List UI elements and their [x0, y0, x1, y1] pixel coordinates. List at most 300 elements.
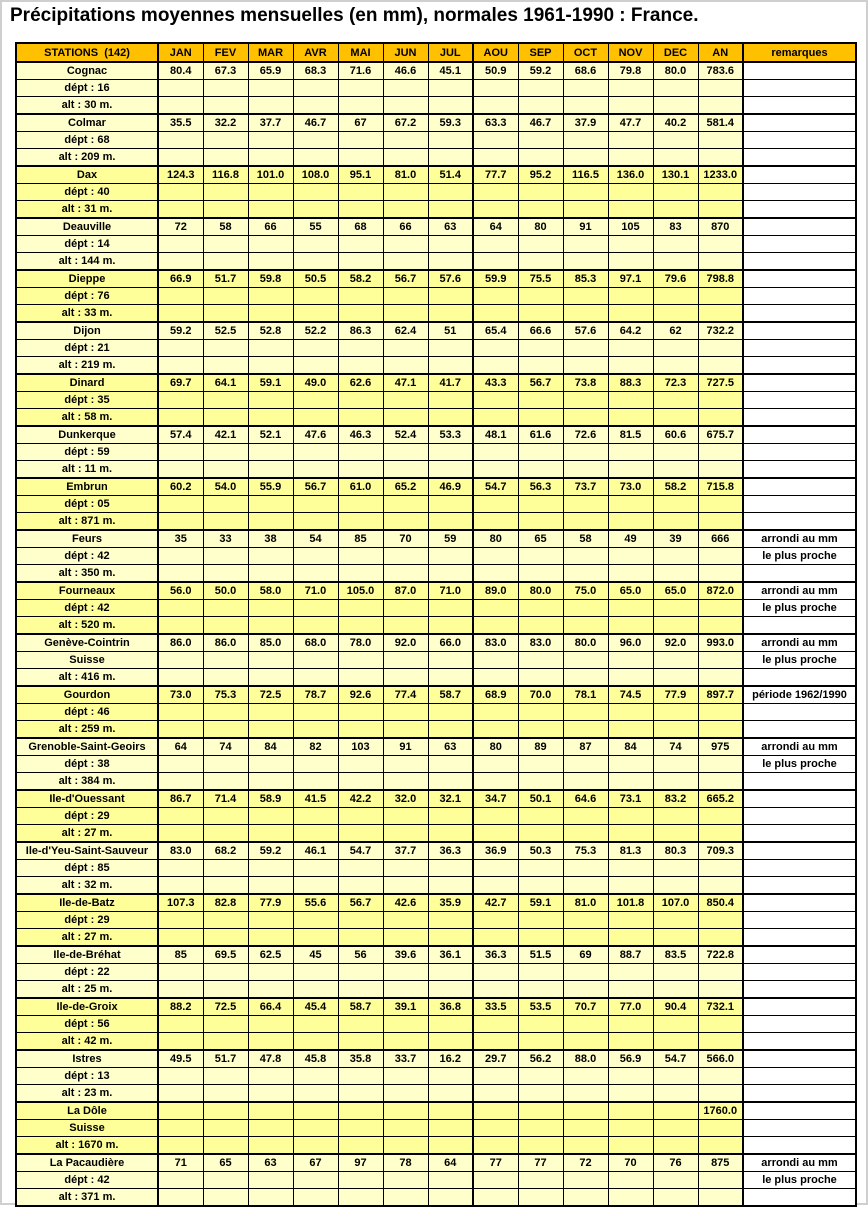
month-empty-cell	[428, 1068, 473, 1085]
month-value-cell: 68.3	[293, 62, 338, 80]
annual-total-cell: 675.7	[698, 426, 743, 444]
month-empty-cell	[518, 877, 563, 895]
month-empty-cell	[428, 340, 473, 357]
remark-cell	[743, 912, 856, 929]
month-value-cell: 108.0	[293, 166, 338, 184]
station-dept-row	[16, 1016, 856, 1033]
month-value-cell: 81.0	[383, 166, 428, 184]
month-value-cell	[338, 1102, 383, 1120]
month-empty-cell	[158, 392, 203, 409]
station-dept-row	[16, 808, 856, 825]
month-empty-cell	[473, 1016, 518, 1033]
month-empty-cell	[248, 97, 293, 115]
month-value-cell: 79.8	[608, 62, 653, 80]
station-alt-cell: alt : 350 m.	[16, 565, 158, 583]
month-value-cell: 80.3	[653, 842, 698, 860]
month-value-cell: 56.7	[383, 270, 428, 288]
month-empty-cell	[518, 548, 563, 565]
month-value-cell: 50.9	[473, 62, 518, 80]
month-empty-cell	[158, 929, 203, 947]
column-header-jan: JAN	[158, 43, 203, 62]
month-empty-cell	[158, 721, 203, 739]
month-empty-cell	[473, 617, 518, 635]
month-empty-cell	[653, 340, 698, 357]
month-empty-cell	[608, 808, 653, 825]
month-value-cell: 107.0	[653, 894, 698, 912]
month-empty-cell	[383, 929, 428, 947]
month-empty-cell	[473, 340, 518, 357]
station-alt-cell: alt : 371 m.	[16, 1189, 158, 1207]
month-empty-cell	[653, 201, 698, 219]
month-empty-cell	[608, 201, 653, 219]
month-value-cell: 68.0	[293, 634, 338, 652]
month-empty-cell	[158, 513, 203, 531]
month-empty-cell	[518, 409, 563, 427]
month-empty-cell	[428, 132, 473, 149]
column-header-jul: JUL	[428, 43, 473, 62]
month-value-cell: 86.0	[158, 634, 203, 652]
month-empty-cell	[563, 704, 608, 721]
month-empty-cell	[158, 617, 203, 635]
annual-empty-cell	[698, 1068, 743, 1085]
remark-cell	[743, 496, 856, 513]
station-dept-cell: dépt : 29	[16, 912, 158, 929]
station-dept-row	[16, 652, 856, 669]
month-empty-cell	[158, 825, 203, 843]
month-value-cell: 85.0	[248, 634, 293, 652]
month-value-cell: 49.0	[293, 374, 338, 392]
month-empty-cell	[563, 340, 608, 357]
month-value-cell: 71.0	[428, 582, 473, 600]
month-value-cell: 78.7	[293, 686, 338, 704]
month-empty-cell	[563, 305, 608, 323]
month-empty-cell	[158, 357, 203, 375]
month-value-cell: 38	[248, 530, 293, 548]
station-dept-row	[16, 132, 856, 149]
month-value-cell: 47.6	[293, 426, 338, 444]
month-empty-cell	[518, 132, 563, 149]
month-empty-cell	[158, 1085, 203, 1103]
month-empty-cell	[383, 1068, 428, 1085]
month-empty-cell	[653, 565, 698, 583]
month-empty-cell	[518, 496, 563, 513]
month-value-cell: 45	[293, 946, 338, 964]
annual-total-cell: 783.6	[698, 62, 743, 80]
month-empty-cell	[158, 409, 203, 427]
month-empty-cell	[518, 1016, 563, 1033]
month-value-cell: 45.8	[293, 1050, 338, 1068]
station-row	[16, 62, 856, 80]
month-empty-cell	[428, 773, 473, 791]
station-alt-row	[16, 721, 856, 739]
month-value-cell: 39.1	[383, 998, 428, 1016]
month-value-cell: 75.0	[563, 582, 608, 600]
month-empty-cell	[203, 860, 248, 877]
month-empty-cell	[203, 981, 248, 999]
station-name-cell: Cognac	[16, 62, 158, 80]
annual-total-cell: 722.8	[698, 946, 743, 964]
station-alt-cell: alt : 32 m.	[16, 877, 158, 895]
month-value-cell: 67	[293, 1154, 338, 1172]
month-empty-cell	[653, 964, 698, 981]
month-value-cell: 61.6	[518, 426, 563, 444]
month-empty-cell	[248, 1120, 293, 1137]
month-empty-cell	[473, 149, 518, 167]
station-dept-row	[16, 184, 856, 201]
month-value-cell: 57.6	[428, 270, 473, 288]
month-empty-cell	[248, 236, 293, 253]
station-name-cell: Genève-Cointrin	[16, 634, 158, 652]
month-empty-cell	[158, 1120, 203, 1137]
month-value-cell: 95.2	[518, 166, 563, 184]
station-dept-cell: Suisse	[16, 1120, 158, 1137]
month-empty-cell	[608, 1085, 653, 1103]
month-value-cell: 64	[473, 218, 518, 236]
month-value-cell: 82	[293, 738, 338, 756]
month-empty-cell	[383, 652, 428, 669]
month-empty-cell	[248, 513, 293, 531]
month-value-cell: 55.9	[248, 478, 293, 496]
month-empty-cell	[518, 1033, 563, 1051]
month-empty-cell	[563, 496, 608, 513]
month-empty-cell	[608, 617, 653, 635]
month-value-cell: 72.6	[563, 426, 608, 444]
month-value-cell: 33.5	[473, 998, 518, 1016]
station-dept-cell: dépt : 56	[16, 1016, 158, 1033]
month-empty-cell	[203, 1189, 248, 1207]
month-empty-cell	[563, 1120, 608, 1137]
remark-cell	[743, 704, 856, 721]
month-empty-cell	[383, 1189, 428, 1207]
month-empty-cell	[608, 392, 653, 409]
month-empty-cell	[653, 617, 698, 635]
month-value-cell: 70	[383, 530, 428, 548]
remark-cell	[743, 669, 856, 687]
month-value-cell: 83.5	[653, 946, 698, 964]
remark-cell	[743, 565, 856, 583]
month-empty-cell	[608, 669, 653, 687]
station-alt-cell: alt : 520 m.	[16, 617, 158, 635]
annual-total-cell: 897.7	[698, 686, 743, 704]
month-empty-cell	[563, 513, 608, 531]
month-empty-cell	[473, 704, 518, 721]
annual-total-cell: 666	[698, 530, 743, 548]
month-value-cell	[653, 1102, 698, 1120]
month-empty-cell	[608, 1172, 653, 1189]
month-empty-cell	[203, 236, 248, 253]
month-empty-cell	[518, 1172, 563, 1189]
month-empty-cell	[293, 860, 338, 877]
month-empty-cell	[158, 253, 203, 271]
station-alt-cell: alt : 144 m.	[16, 253, 158, 271]
month-empty-cell	[653, 1068, 698, 1085]
month-value-cell: 73.8	[563, 374, 608, 392]
month-empty-cell	[338, 132, 383, 149]
month-value-cell: 70	[608, 1154, 653, 1172]
remark-cell	[743, 253, 856, 271]
month-empty-cell	[608, 97, 653, 115]
month-empty-cell	[248, 149, 293, 167]
annual-empty-cell	[698, 80, 743, 97]
station-name-cell: Fourneaux	[16, 582, 158, 600]
month-empty-cell	[563, 1016, 608, 1033]
month-empty-cell	[203, 1120, 248, 1137]
month-empty-cell	[248, 652, 293, 669]
month-empty-cell	[203, 825, 248, 843]
month-empty-cell	[608, 1189, 653, 1207]
station-name-cell: Gourdon	[16, 686, 158, 704]
month-empty-cell	[608, 496, 653, 513]
station-dept-cell: dépt : 59	[16, 444, 158, 461]
month-empty-cell	[563, 617, 608, 635]
month-empty-cell	[338, 97, 383, 115]
month-value-cell: 83.0	[158, 842, 203, 860]
month-value-cell: 54.7	[338, 842, 383, 860]
month-empty-cell	[563, 825, 608, 843]
month-empty-cell	[653, 444, 698, 461]
month-empty-cell	[248, 444, 293, 461]
station-dept-row	[16, 964, 856, 981]
annual-empty-cell	[698, 565, 743, 583]
month-value-cell: 83.0	[518, 634, 563, 652]
month-empty-cell	[203, 392, 248, 409]
month-value-cell: 91	[383, 738, 428, 756]
month-empty-cell	[293, 409, 338, 427]
month-empty-cell	[248, 548, 293, 565]
month-empty-cell	[203, 912, 248, 929]
month-empty-cell	[383, 97, 428, 115]
month-empty-cell	[293, 288, 338, 305]
month-empty-cell	[338, 149, 383, 167]
station-row	[16, 270, 856, 288]
station-row	[16, 1102, 856, 1120]
month-empty-cell	[158, 132, 203, 149]
month-value-cell	[293, 1102, 338, 1120]
month-empty-cell	[158, 97, 203, 115]
month-empty-cell	[203, 496, 248, 513]
annual-total-cell: 727.5	[698, 374, 743, 392]
month-empty-cell	[563, 669, 608, 687]
station-alt-row	[16, 97, 856, 115]
month-value-cell: 80.0	[563, 634, 608, 652]
month-value-cell: 56.9	[608, 1050, 653, 1068]
month-empty-cell	[293, 184, 338, 201]
month-empty-cell	[518, 912, 563, 929]
station-alt-row	[16, 409, 856, 427]
month-empty-cell	[473, 253, 518, 271]
remark-cell	[743, 773, 856, 791]
month-empty-cell	[473, 600, 518, 617]
month-empty-cell	[563, 149, 608, 167]
month-empty-cell	[293, 132, 338, 149]
month-value-cell: 52.8	[248, 322, 293, 340]
column-header-sep: SEP	[518, 43, 563, 62]
station-alt-row	[16, 149, 856, 167]
month-value-cell: 35.8	[338, 1050, 383, 1068]
month-value-cell: 73.7	[563, 478, 608, 496]
station-alt-row	[16, 1189, 856, 1207]
month-empty-cell	[293, 981, 338, 999]
month-empty-cell	[158, 1137, 203, 1155]
station-row	[16, 166, 856, 184]
station-name-cell: Dinard	[16, 374, 158, 392]
annual-total-cell: 872.0	[698, 582, 743, 600]
station-dept-cell: dépt : 85	[16, 860, 158, 877]
month-empty-cell	[383, 201, 428, 219]
annual-empty-cell	[698, 1016, 743, 1033]
month-value-cell: 37.7	[383, 842, 428, 860]
month-value-cell: 50.5	[293, 270, 338, 288]
station-name-cell: Colmar	[16, 114, 158, 132]
station-row	[16, 1050, 856, 1068]
month-empty-cell	[248, 617, 293, 635]
month-empty-cell	[653, 1120, 698, 1137]
month-empty-cell	[473, 461, 518, 479]
station-alt-cell: alt : 42 m.	[16, 1033, 158, 1051]
month-empty-cell	[203, 964, 248, 981]
month-empty-cell	[563, 236, 608, 253]
month-value-cell: 57.4	[158, 426, 203, 444]
remark-cell	[743, 149, 856, 167]
remark-cell: le plus proche	[743, 548, 856, 565]
month-empty-cell	[608, 721, 653, 739]
station-alt-row	[16, 461, 856, 479]
month-empty-cell	[248, 877, 293, 895]
month-empty-cell	[473, 392, 518, 409]
month-value-cell: 47.1	[383, 374, 428, 392]
month-empty-cell	[428, 409, 473, 427]
month-empty-cell	[383, 1033, 428, 1051]
station-alt-cell: alt : 384 m.	[16, 773, 158, 791]
remark-cell	[743, 114, 856, 132]
month-value-cell: 59.3	[428, 114, 473, 132]
station-row	[16, 790, 856, 808]
month-empty-cell	[428, 929, 473, 947]
month-empty-cell	[653, 860, 698, 877]
month-empty-cell	[293, 617, 338, 635]
month-empty-cell	[428, 496, 473, 513]
month-empty-cell	[608, 929, 653, 947]
month-value-cell: 86.3	[338, 322, 383, 340]
month-empty-cell	[428, 981, 473, 999]
month-value-cell: 77.7	[473, 166, 518, 184]
month-empty-cell	[608, 149, 653, 167]
month-value-cell: 62.6	[338, 374, 383, 392]
station-dept-cell: dépt : 38	[16, 756, 158, 773]
month-empty-cell	[653, 548, 698, 565]
month-empty-cell	[518, 929, 563, 947]
month-empty-cell	[203, 652, 248, 669]
month-value-cell: 71.6	[338, 62, 383, 80]
month-empty-cell	[383, 981, 428, 999]
remark-cell	[743, 270, 856, 288]
month-value-cell: 51.4	[428, 166, 473, 184]
remark-cell: période 1962/1990	[743, 686, 856, 704]
month-empty-cell	[518, 1137, 563, 1155]
column-header-mai: MAI	[338, 43, 383, 62]
month-empty-cell	[383, 1172, 428, 1189]
month-empty-cell	[518, 288, 563, 305]
station-alt-cell: alt : 416 m.	[16, 669, 158, 687]
month-value-cell	[428, 1102, 473, 1120]
month-empty-cell	[518, 1068, 563, 1085]
month-empty-cell	[338, 253, 383, 271]
remark-cell: arrondi au mm	[743, 582, 856, 600]
month-empty-cell	[608, 1016, 653, 1033]
column-header-avr: AVR	[293, 43, 338, 62]
month-empty-cell	[158, 184, 203, 201]
month-empty-cell	[248, 929, 293, 947]
month-empty-cell	[338, 860, 383, 877]
remark-cell	[743, 340, 856, 357]
month-empty-cell	[248, 565, 293, 583]
month-empty-cell	[428, 184, 473, 201]
month-empty-cell	[563, 1033, 608, 1051]
station-dept-row	[16, 288, 856, 305]
month-empty-cell	[158, 236, 203, 253]
remark-cell	[743, 513, 856, 531]
month-value-cell: 79.6	[653, 270, 698, 288]
station-alt-row	[16, 305, 856, 323]
station-dept-row	[16, 860, 856, 877]
month-empty-cell	[203, 565, 248, 583]
month-empty-cell	[563, 756, 608, 773]
month-value-cell: 56.2	[518, 1050, 563, 1068]
month-value-cell: 35	[158, 530, 203, 548]
month-value-cell: 58.0	[248, 582, 293, 600]
station-alt-cell: alt : 23 m.	[16, 1085, 158, 1103]
month-value-cell: 74	[653, 738, 698, 756]
station-name-cell: Dunkerque	[16, 426, 158, 444]
month-empty-cell	[248, 964, 293, 981]
month-value-cell: 52.4	[383, 426, 428, 444]
month-value-cell	[518, 1102, 563, 1120]
month-value-cell: 66	[383, 218, 428, 236]
remark-cell	[743, 617, 856, 635]
month-value-cell: 62.4	[383, 322, 428, 340]
month-value-cell: 45.1	[428, 62, 473, 80]
station-alt-cell: alt : 31 m.	[16, 201, 158, 219]
month-empty-cell	[338, 773, 383, 791]
month-empty-cell	[653, 929, 698, 947]
month-empty-cell	[428, 444, 473, 461]
month-empty-cell	[338, 201, 383, 219]
column-header-nov: NOV	[608, 43, 653, 62]
annual-empty-cell	[698, 929, 743, 947]
annual-empty-cell	[698, 1120, 743, 1137]
remark-cell	[743, 1033, 856, 1051]
month-empty-cell	[158, 461, 203, 479]
station-alt-cell: alt : 259 m.	[16, 721, 158, 739]
station-dept-cell: dépt : 05	[16, 496, 158, 513]
month-empty-cell	[428, 288, 473, 305]
month-empty-cell	[653, 1172, 698, 1189]
month-value-cell: 88.3	[608, 374, 653, 392]
month-empty-cell	[338, 669, 383, 687]
month-value-cell: 51	[428, 322, 473, 340]
station-dept-cell: dépt : 46	[16, 704, 158, 721]
month-value-cell: 32.0	[383, 790, 428, 808]
station-dept-row	[16, 548, 856, 565]
month-value-cell: 36.3	[428, 842, 473, 860]
month-empty-cell	[158, 1172, 203, 1189]
month-empty-cell	[158, 600, 203, 617]
month-empty-cell	[653, 357, 698, 375]
month-empty-cell	[653, 808, 698, 825]
month-value-cell: 91	[563, 218, 608, 236]
month-empty-cell	[338, 600, 383, 617]
month-value-cell: 90.4	[653, 998, 698, 1016]
